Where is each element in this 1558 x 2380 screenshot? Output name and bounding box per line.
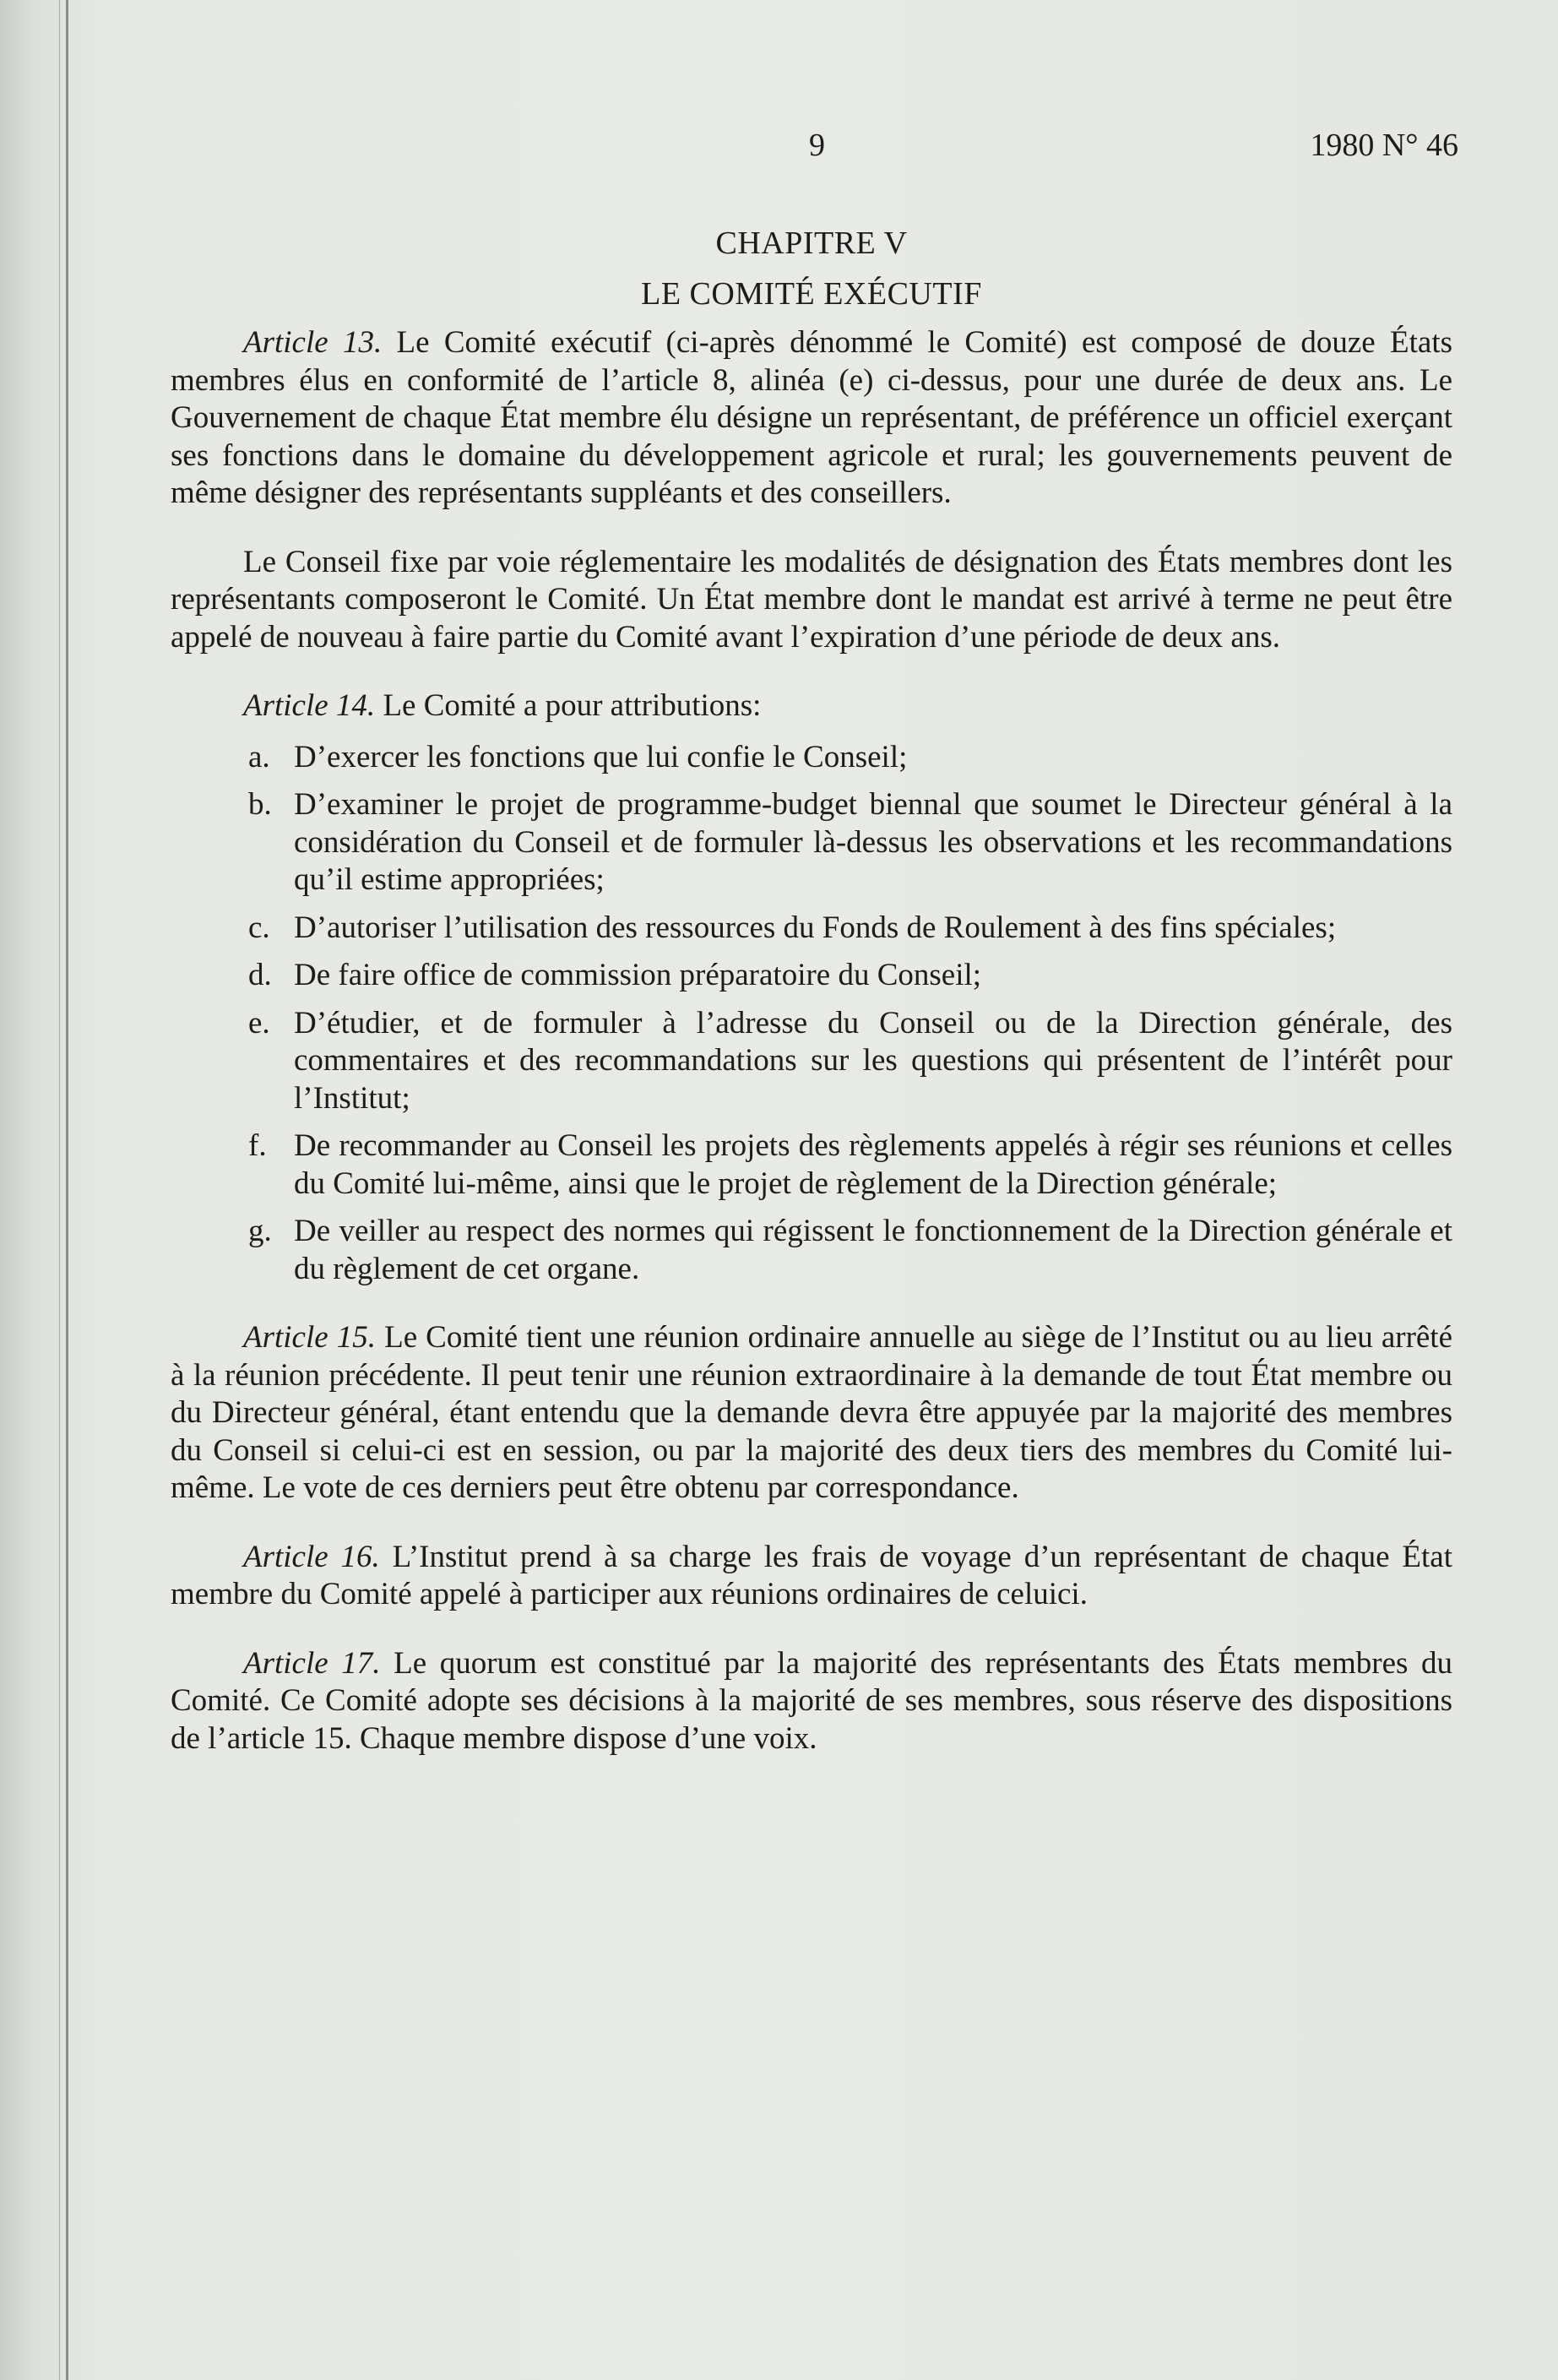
list-item-a (171, 739, 1452, 777)
binding-edge (66, 0, 68, 2380)
article-13-paragraph-1 (171, 324, 1452, 513)
list-item-letter: c. (248, 910, 270, 945)
list-item-f (171, 1128, 1452, 1203)
article-13-label: Article 13. (243, 325, 383, 360)
article-14-intro-text: Le Comité a pour attributions: (383, 688, 762, 723)
list-item-text: D’étudier, et de formuler à l’adresse du Conseil ou de la Direction générale, des commentaires et des recommandations sur les questions qui présentent de l’intérêt pour l’Institut; (294, 1005, 1452, 1116)
article-14-list (171, 739, 1452, 1289)
list-item-letter: e. (248, 1005, 270, 1041)
article-13-text: Le Comité exécutif (ci-après dénommé le Comité) est composé de douze États membres élus en conformité de l’article 8, alinéa (e) ci-dessus, pour une durée de deux ans. Le Gouvernement de chaque État membre élu désigne un représentant, de préférence un officiel exerçant ses fonctions dans le domaine du développement agricole et rural; les gouvernements peuvent de même désigner des représentants suppléants et des conseillers. (171, 325, 1453, 510)
list-item-text: De veiller au respect des normes qui régissent le fonctionnement de la Direction générale et du règlement de cet organe. (294, 1214, 1452, 1286)
article-17-text: Le quorum est constitué par la majorité des représentants des États membres du Comité. Ce Comité adopte ses décisions à la majorité de ses membres, sous réserve des dispositions de l’article 15. Chaque membre dispose d’une voix. (171, 1645, 1453, 1756)
chapter-title: CHAPITRE V (715, 226, 908, 261)
article-17-paragraph (171, 1645, 1452, 1758)
page-header (0, 127, 1558, 177)
article-15-text: Le Comité tient une réunion ordinaire annuelle au siège de l’Institut ou au lieu arrêté à la réunion précédente. Il peut tenir une réunion extraordinaire à la demande de tout État membre ou du Directeur général, étant entendu que la demande devra être appuyée par la majorité des membres du Conseil si celui-ci est en session, ou par la majorité des deux tiers des membres du Comité lui-même. Le vote de ces derniers peut être obtenu par correspondance. (171, 1320, 1453, 1505)
article-14-intro (171, 687, 1452, 725)
binding-shadow (59, 0, 60, 2380)
article-17-label: Article 17. (243, 1645, 381, 1681)
list-item-b (171, 786, 1452, 899)
article-16-label: Article 16. (243, 1539, 380, 1574)
article-15-paragraph (171, 1319, 1452, 1508)
article-16-paragraph (171, 1539, 1452, 1614)
list-item-text: D’examiner le projet de programme-budget biennal que soumet le Directeur général à la considération du Conseil et de formuler là-dessus les observations et les recommandations qu’il estime appropriées; (294, 787, 1452, 897)
list-item-letter: g. (248, 1214, 272, 1248)
list-item-g (171, 1213, 1452, 1288)
list-item-e (171, 1005, 1452, 1118)
list-item-text: D’autoriser l’utilisation des ressources du Fonds de Roulement à des fins spéciales; (294, 910, 1337, 945)
page-number: 9 (809, 128, 825, 163)
article-16-text: L’Institut prend à sa charge les frais de voyage d’un représentant de chaque État membre du Comité appelé à participer aux réunions ordinaires de celuici. (171, 1539, 1453, 1611)
article-15-label: Article 15. (243, 1320, 377, 1355)
list-item-letter: a. (248, 739, 270, 774)
article-14-label: Article 14. (243, 688, 376, 723)
page-content (171, 218, 1452, 1789)
list-item-d (171, 957, 1452, 995)
document-reference: 1980 N° 46 (1310, 128, 1458, 163)
article-13-paragraph-2: Le Conseil fixe par voie réglementaire les modalités de désignation des États membres dont les représentants composeront le Comité. Un État membre dont le mandat est arrivé à terme ne peut être appelé de nouveau à faire partie du Comité avant l’expiration d’une période de deux ans. (171, 544, 1452, 655)
list-item-letter: f. (248, 1128, 267, 1163)
list-item-letter: b. (248, 787, 272, 822)
list-item-text: De faire office de commission préparatoire du Conseil; (294, 958, 982, 992)
list-item-text: De recommander au Conseil les projets des règlements appelés à régir ses réunions et celles du Comité lui-même, ainsi que le projet de règlement de la Direction générale; (294, 1128, 1452, 1201)
list-item-text: D’exercer les fonctions que lui confie le Conseil; (294, 739, 908, 774)
list-item-c (171, 910, 1452, 948)
list-item-letter: d. (248, 958, 272, 992)
chapter-subtitle: LE COMITÉ EXÉCUTIF (641, 276, 982, 312)
